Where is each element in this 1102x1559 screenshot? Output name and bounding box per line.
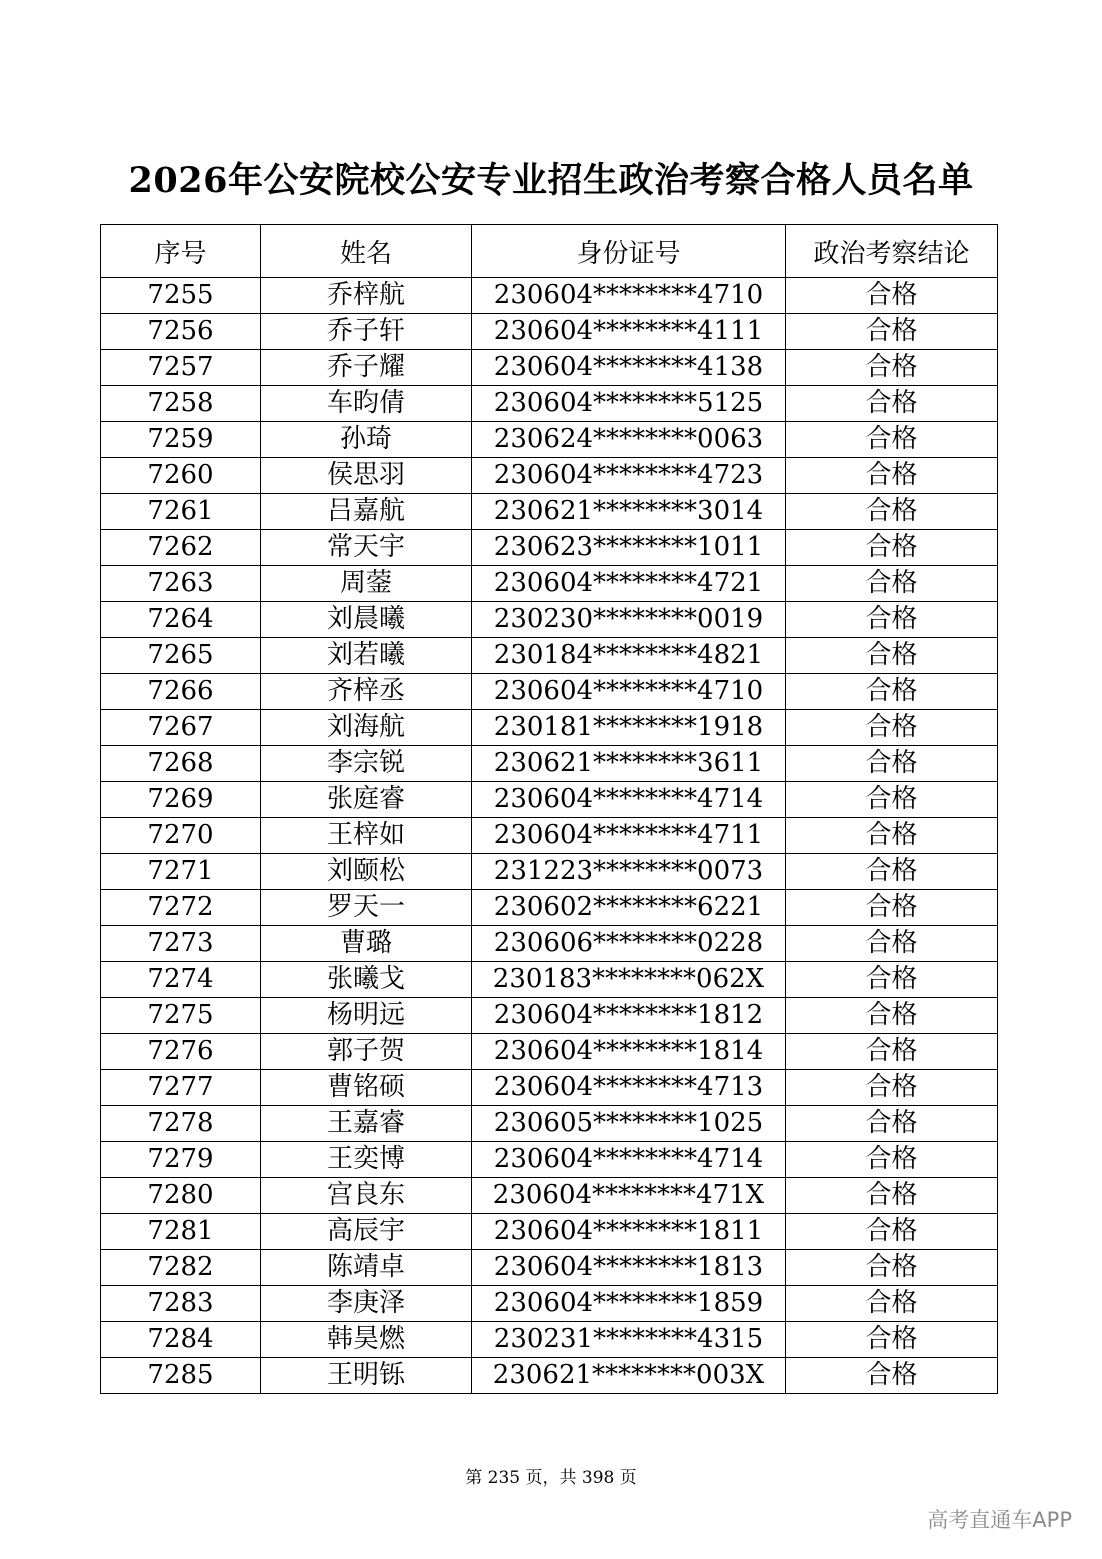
cell-conclusion: 合格: [786, 530, 998, 566]
cell-conclusion: 合格: [786, 1034, 998, 1070]
cell-conclusion: 合格: [786, 1358, 998, 1394]
table-row: [101, 638, 998, 674]
table-row: [101, 494, 998, 530]
cell-index: 7272: [101, 890, 261, 926]
cell-conclusion: 合格: [786, 494, 998, 530]
table-row: [101, 890, 998, 926]
cell-index: 7258: [101, 386, 261, 422]
table-row: [101, 278, 998, 314]
cell-id-number: 230604********4111: [472, 314, 786, 350]
cell-id-number: 230604********1811: [472, 1214, 786, 1250]
cell-name: 张曦戈: [261, 962, 472, 998]
cell-conclusion: 合格: [786, 1142, 998, 1178]
cell-conclusion: 合格: [786, 1322, 998, 1358]
cell-index: 7263: [101, 566, 261, 602]
cell-name: 侯思羽: [261, 458, 472, 494]
cell-name: 王梓如: [261, 818, 472, 854]
cell-index: 7284: [101, 1322, 261, 1358]
column-header-conclusion: 政治考察结论: [786, 225, 998, 278]
column-header-name: 姓名: [261, 225, 472, 278]
cell-id-number: 230230********0019: [472, 602, 786, 638]
cell-id-number: 230623********1011: [472, 530, 786, 566]
cell-conclusion: 合格: [786, 278, 998, 314]
table-row: [101, 1250, 998, 1286]
table-body: [101, 278, 998, 1394]
cell-conclusion: 合格: [786, 962, 998, 998]
cell-id-number: 230231********4315: [472, 1322, 786, 1358]
cell-conclusion: 合格: [786, 602, 998, 638]
cell-conclusion: 合格: [786, 746, 998, 782]
cell-index: 7267: [101, 710, 261, 746]
cell-index: 7274: [101, 962, 261, 998]
cell-conclusion: 合格: [786, 314, 998, 350]
cell-conclusion: 合格: [786, 998, 998, 1034]
cell-name: 乔子耀: [261, 350, 472, 386]
cell-id-number: 230604********1814: [472, 1034, 786, 1070]
cell-id-number: 230604********4714: [472, 782, 786, 818]
cell-name: 郭子贺: [261, 1034, 472, 1070]
cell-index: 7266: [101, 674, 261, 710]
cell-index: 7255: [101, 278, 261, 314]
cell-id-number: 230621********3014: [472, 494, 786, 530]
cell-conclusion: 合格: [786, 710, 998, 746]
cell-index: 7259: [101, 422, 261, 458]
page-footer: 第 235 页，共 398 页: [465, 1468, 637, 1488]
cell-index: 7273: [101, 926, 261, 962]
cell-name: 乔梓航: [261, 278, 472, 314]
cell-index: 7264: [101, 602, 261, 638]
cell-conclusion: 合格: [786, 350, 998, 386]
table-row: [101, 602, 998, 638]
table-row: [101, 1322, 998, 1358]
table-row: [101, 566, 998, 602]
cell-id-number: 230621********3611: [472, 746, 786, 782]
cell-conclusion: 合格: [786, 1070, 998, 1106]
cell-conclusion: 合格: [786, 926, 998, 962]
page-title: 2026年公安院校公安专业招生政治考察合格人员名单: [128, 160, 974, 201]
cell-id-number: 230606********0228: [472, 926, 786, 962]
cell-conclusion: 合格: [786, 1178, 998, 1214]
column-header-id-number: 身份证号: [472, 225, 786, 278]
cell-id-number: 230604********4138: [472, 350, 786, 386]
cell-name: 高辰宇: [261, 1214, 472, 1250]
cell-conclusion: 合格: [786, 422, 998, 458]
cell-index: 7260: [101, 458, 261, 494]
cell-conclusion: 合格: [786, 890, 998, 926]
cell-name: 孙琦: [261, 422, 472, 458]
cell-name: 李庚泽: [261, 1286, 472, 1322]
cell-id-number: 230621********003X: [472, 1358, 786, 1394]
cell-conclusion: 合格: [786, 566, 998, 602]
cell-conclusion: 合格: [786, 1214, 998, 1250]
table-row: [101, 710, 998, 746]
cell-id-number: 230184********4821: [472, 638, 786, 674]
table-row: [101, 1106, 998, 1142]
cell-id-number: 230604********4710: [472, 278, 786, 314]
cell-index: 7269: [101, 782, 261, 818]
roster-table: [100, 224, 998, 1394]
table-row: [101, 1034, 998, 1070]
table-row: [101, 926, 998, 962]
cell-index: 7280: [101, 1178, 261, 1214]
cell-index: 7278: [101, 1106, 261, 1142]
cell-name: 乔子轩: [261, 314, 472, 350]
table-row: [101, 530, 998, 566]
cell-index: 7275: [101, 998, 261, 1034]
cell-id-number: 230604********4711: [472, 818, 786, 854]
cell-id-number: 230624********0063: [472, 422, 786, 458]
cell-index: 7279: [101, 1142, 261, 1178]
cell-name: 曹铭硕: [261, 1070, 472, 1106]
cell-index: 7256: [101, 314, 261, 350]
table-row: [101, 674, 998, 710]
watermark: 高考直通车APP: [927, 1508, 1072, 1532]
cell-index: 7277: [101, 1070, 261, 1106]
cell-id-number: 230604********1812: [472, 998, 786, 1034]
cell-index: 7283: [101, 1286, 261, 1322]
table-row: [101, 1070, 998, 1106]
table-row: [101, 782, 998, 818]
cell-conclusion: 合格: [786, 1286, 998, 1322]
cell-name: 李宗锐: [261, 746, 472, 782]
cell-name: 吕嘉航: [261, 494, 472, 530]
cell-id-number: 230604********5125: [472, 386, 786, 422]
cell-name: 刘晨曦: [261, 602, 472, 638]
cell-name: 张庭睿: [261, 782, 472, 818]
table-row: [101, 350, 998, 386]
cell-conclusion: 合格: [786, 782, 998, 818]
cell-name: 车昀倩: [261, 386, 472, 422]
table-row: [101, 854, 998, 890]
cell-conclusion: 合格: [786, 818, 998, 854]
cell-id-number: 230604********1859: [472, 1286, 786, 1322]
table-row: [101, 818, 998, 854]
cell-id-number: 230181********1918: [472, 710, 786, 746]
cell-index: 7262: [101, 530, 261, 566]
cell-index: 7261: [101, 494, 261, 530]
cell-name: 曹璐: [261, 926, 472, 962]
cell-name: 刘颐松: [261, 854, 472, 890]
cell-id-number: 230604********4714: [472, 1142, 786, 1178]
table-row: [101, 998, 998, 1034]
table-row: [101, 1358, 998, 1394]
cell-conclusion: 合格: [786, 1106, 998, 1142]
table-row: [101, 422, 998, 458]
cell-index: 7285: [101, 1358, 261, 1394]
cell-name: 宫良东: [261, 1178, 472, 1214]
cell-name: 周蓥: [261, 566, 472, 602]
cell-id-number: 230604********4723: [472, 458, 786, 494]
cell-name: 常天宇: [261, 530, 472, 566]
cell-id-number: 230183********062X: [472, 962, 786, 998]
cell-name: 刘若曦: [261, 638, 472, 674]
cell-id-number: 230604********4721: [472, 566, 786, 602]
cell-index: 7265: [101, 638, 261, 674]
table-row: [101, 1142, 998, 1178]
cell-index: 7271: [101, 854, 261, 890]
column-header-index: 序号: [101, 225, 261, 278]
cell-name: 王奕博: [261, 1142, 472, 1178]
cell-index: 7281: [101, 1214, 261, 1250]
cell-index: 7282: [101, 1250, 261, 1286]
table-row: [101, 962, 998, 998]
cell-conclusion: 合格: [786, 1250, 998, 1286]
cell-index: 7257: [101, 350, 261, 386]
cell-index: 7276: [101, 1034, 261, 1070]
cell-name: 韩昊燃: [261, 1322, 472, 1358]
cell-name: 王明铄: [261, 1358, 472, 1394]
table-row: [101, 314, 998, 350]
cell-name: 杨明远: [261, 998, 472, 1034]
table-row: [101, 1178, 998, 1214]
table-row: [101, 1214, 998, 1250]
table-row: [101, 458, 998, 494]
cell-id-number: 230604********4713: [472, 1070, 786, 1106]
cell-conclusion: 合格: [786, 674, 998, 710]
table-header-row: [101, 225, 998, 278]
cell-index: 7268: [101, 746, 261, 782]
cell-id-number: 230604********471X: [472, 1178, 786, 1214]
cell-conclusion: 合格: [786, 638, 998, 674]
cell-id-number: 230604********4710: [472, 674, 786, 710]
cell-name: 齐梓丞: [261, 674, 472, 710]
cell-name: 刘海航: [261, 710, 472, 746]
cell-conclusion: 合格: [786, 854, 998, 890]
cell-conclusion: 合格: [786, 386, 998, 422]
cell-id-number: 231223********0073: [472, 854, 786, 890]
table-row: [101, 386, 998, 422]
cell-conclusion: 合格: [786, 458, 998, 494]
cell-id-number: 230604********1813: [472, 1250, 786, 1286]
cell-id-number: 230605********1025: [472, 1106, 786, 1142]
cell-id-number: 230602********6221: [472, 890, 786, 926]
cell-name: 陈靖卓: [261, 1250, 472, 1286]
table-row: [101, 746, 998, 782]
cell-name: 罗天一: [261, 890, 472, 926]
cell-name: 王嘉睿: [261, 1106, 472, 1142]
table-row: [101, 1286, 998, 1322]
cell-index: 7270: [101, 818, 261, 854]
